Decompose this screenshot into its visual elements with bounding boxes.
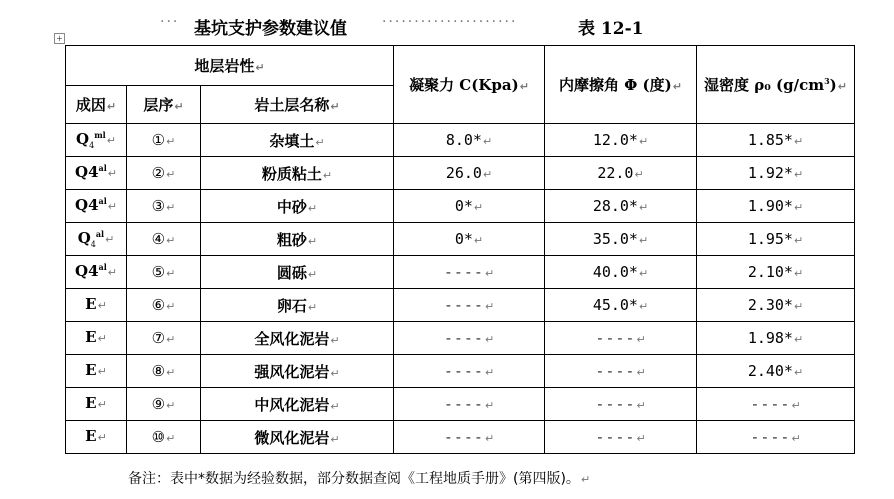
paragraph-mark-icon: ↵ xyxy=(793,267,804,280)
paragraph-mark-icon: ↵ xyxy=(638,201,649,214)
cell-layer-order: ⑤↵ xyxy=(127,256,201,289)
cell-cohesion: ----↵ xyxy=(394,322,545,355)
cell-layer-order: ⑨↵ xyxy=(127,388,201,421)
paragraph-mark-icon: ↵ xyxy=(636,432,646,445)
paragraph-mark-icon: ↵ xyxy=(106,134,116,147)
paragraph-mark-icon: ↵ xyxy=(484,366,495,379)
cell-genesis: E↵ xyxy=(66,355,127,388)
paragraph-mark-icon: ↵ xyxy=(793,201,804,214)
table-note: 备注：表中*数据为经验数据，部分数据查阅《工程地质手册》(第四版)。↵ xyxy=(128,471,591,487)
cell-layer-name: 中砂↵ xyxy=(201,190,394,223)
paragraph-mark-icon: ↵ xyxy=(634,168,644,181)
cell-layer-order: ①↵ xyxy=(127,124,201,157)
cell-layer-order: ⑥↵ xyxy=(127,289,201,322)
paragraph-mark-icon: ↵ xyxy=(97,299,107,312)
paragraph-mark-icon: ↵ xyxy=(307,300,318,314)
cell-wet-density: 1.95*↵ xyxy=(697,223,855,256)
paragraph-mark-icon: ↵ xyxy=(638,135,649,148)
paragraph-mark-icon: ↵ xyxy=(97,431,107,444)
cell-friction-angle: 40.0*↵ xyxy=(545,256,697,289)
paragraph-mark-icon: ↵ xyxy=(166,234,176,247)
paragraph-mark-icon: ↵ xyxy=(166,432,176,445)
cell-genesis: E↵ xyxy=(66,421,127,454)
paragraph-mark-icon: ↵ xyxy=(166,333,176,346)
cell-cohesion: 8.0*↵ xyxy=(394,124,545,157)
leader-dots-right: ····················· xyxy=(382,14,518,30)
cell-genesis: E↵ xyxy=(66,322,127,355)
cell-genesis: $Q_4^{al}↵$ xyxy=(66,223,127,256)
paragraph-mark-icon: ↵ xyxy=(791,399,801,412)
paragraph-mark-icon: ↵ xyxy=(105,233,115,246)
table-title: 基坑支护参数建议值 xyxy=(194,19,347,39)
paragraph-mark-icon: ↵ xyxy=(484,399,495,412)
cell-layer-name: 微风化泥岩↵ xyxy=(201,421,394,454)
cell-layer-name: 中风化泥岩↵ xyxy=(201,388,394,421)
paragraph-mark-icon: ↵ xyxy=(107,200,117,213)
paragraph-mark-icon: ↵ xyxy=(638,234,649,247)
cell-friction-angle: 22.0↵ xyxy=(545,157,697,190)
cell-layer-name: 杂填土↵ xyxy=(201,124,394,157)
paragraph-mark-icon: ↵ xyxy=(166,300,176,313)
paragraph-mark-icon: ↵ xyxy=(638,267,649,280)
table-row xyxy=(66,124,855,157)
header-stratum-lithology: 地层岩性↵ xyxy=(66,46,394,86)
table-number: 表 12-1 xyxy=(578,19,644,39)
paragraph-mark-icon: ↵ xyxy=(793,234,804,247)
cell-cohesion: ----↵ xyxy=(394,256,545,289)
paragraph-mark-icon: ↵ xyxy=(97,398,107,411)
cell-layer-name: 圆砾↵ xyxy=(201,256,394,289)
paragraph-mark-icon: ↵ xyxy=(791,432,801,445)
paragraph-mark-icon: ↵ xyxy=(473,234,484,247)
cell-cohesion: ----↵ xyxy=(394,355,545,388)
cell-cohesion: ----↵ xyxy=(394,421,545,454)
cell-cohesion: 0*↵ xyxy=(394,190,545,223)
paragraph-mark-icon: ↵ xyxy=(793,300,804,313)
cell-friction-angle: ----↵ xyxy=(545,355,697,388)
table-move-handle-icon[interactable]: + xyxy=(54,33,65,44)
cell-genesis: $Q4^{al}↵$ xyxy=(66,190,127,223)
cell-friction-angle: ----↵ xyxy=(545,322,697,355)
paragraph-mark-icon: ↵ xyxy=(793,168,804,181)
cell-friction-angle: 35.0*↵ xyxy=(545,223,697,256)
cell-layer-name: 全风化泥岩↵ xyxy=(201,322,394,355)
cell-layer-name: 强风化泥岩↵ xyxy=(201,355,394,388)
paragraph-mark-icon: ↵ xyxy=(166,168,176,181)
paragraph-mark-icon: ↵ xyxy=(166,366,176,379)
cell-layer-name: 卵石↵ xyxy=(201,289,394,322)
cell-wet-density: ----↵ xyxy=(697,388,855,421)
cell-layer-order: ②↵ xyxy=(127,157,201,190)
cell-wet-density: 2.40*↵ xyxy=(697,355,855,388)
cell-cohesion: ----↵ xyxy=(394,289,545,322)
paragraph-mark-icon: ↵ xyxy=(315,135,325,149)
cell-friction-angle: 12.0*↵ xyxy=(545,124,697,157)
paragraph-mark-icon: ↵ xyxy=(307,201,318,215)
paragraph-mark-icon: ↵ xyxy=(166,201,176,214)
cell-friction-angle: 28.0*↵ xyxy=(545,190,697,223)
cell-layer-order: ⑩↵ xyxy=(127,421,201,454)
paragraph-mark-icon: ↵ xyxy=(793,135,804,148)
parameter-table xyxy=(65,45,855,454)
paragraph-mark-icon: ↵ xyxy=(166,399,176,412)
paragraph-mark-icon: ↵ xyxy=(166,267,176,280)
cell-cohesion: 26.0↵ xyxy=(394,157,545,190)
cell-layer-order: ③↵ xyxy=(127,190,201,223)
paragraph-mark-icon: ↵ xyxy=(97,332,107,345)
table-row xyxy=(66,157,855,190)
leader-dots-left: ··· xyxy=(160,14,180,30)
paragraph-mark-icon: ↵ xyxy=(636,366,646,379)
title-row xyxy=(160,14,700,40)
cell-layer-name: 粗砂↵ xyxy=(201,223,394,256)
paragraph-mark-icon: ↵ xyxy=(484,300,495,313)
header-wet-density: 湿密度 ρ₀ $(g/cm^3)↵$ xyxy=(697,46,855,124)
cell-genesis: E↵ xyxy=(66,289,127,322)
paragraph-mark-icon: ↵ xyxy=(636,399,646,412)
table-row xyxy=(66,289,855,322)
table-row xyxy=(66,421,855,454)
paragraph-mark-icon: ↵ xyxy=(307,267,318,281)
paragraph-mark-icon: ↵ xyxy=(484,267,495,280)
cell-wet-density: 2.30*↵ xyxy=(697,289,855,322)
paragraph-mark-icon: ↵ xyxy=(793,366,804,379)
cell-wet-density: 1.98*↵ xyxy=(697,322,855,355)
header-friction-angle: 内摩擦角 Φ (度)↵ xyxy=(545,46,697,124)
paragraph-mark-icon: ↵ xyxy=(330,399,340,413)
cell-genesis: $Q4^{al}↵$ xyxy=(66,157,127,190)
cell-genesis: $Q4^{al}↵$ xyxy=(66,256,127,289)
paragraph-mark-icon: ↵ xyxy=(484,333,495,346)
cell-wet-density: 1.85*↵ xyxy=(697,124,855,157)
paragraph-mark-icon: ↵ xyxy=(793,333,804,346)
paragraph-mark-icon: ↵ xyxy=(107,167,117,180)
paragraph-mark-icon: ↵ xyxy=(307,234,318,248)
paragraph-mark-icon: ↵ xyxy=(330,366,340,380)
paragraph-mark-icon: ↵ xyxy=(322,168,333,182)
cell-wet-density: 1.90*↵ xyxy=(697,190,855,223)
cell-genesis: E↵ xyxy=(66,388,127,421)
paragraph-mark-icon: ↵ xyxy=(482,168,493,181)
cell-layer-name: 粉质粘土↵ xyxy=(201,157,394,190)
paragraph-mark-icon: ↵ xyxy=(636,333,646,346)
header-cohesion: 凝聚力 C(Kpa)↵ xyxy=(394,46,545,124)
cell-cohesion: 0*↵ xyxy=(394,223,545,256)
cell-friction-angle: ----↵ xyxy=(545,388,697,421)
cell-wet-density: ----↵ xyxy=(697,421,855,454)
paragraph-mark-icon: ↵ xyxy=(97,365,107,378)
paragraph-mark-icon: ↵ xyxy=(166,135,176,148)
cell-layer-order: ⑧↵ xyxy=(127,355,201,388)
paragraph-mark-icon: ↵ xyxy=(473,201,484,214)
cell-friction-angle: 45.0*↵ xyxy=(545,289,697,322)
cell-layer-order: ⑦↵ xyxy=(127,322,201,355)
paragraph-mark-icon: ↵ xyxy=(330,432,340,446)
header-layer-order: 层序↵ xyxy=(127,86,201,124)
cell-cohesion: ----↵ xyxy=(394,388,545,421)
cell-friction-angle: ----↵ xyxy=(545,421,697,454)
paragraph-mark-icon: ↵ xyxy=(638,300,649,313)
header-genesis: 成因↵ xyxy=(66,86,127,124)
paragraph-mark-icon: ↵ xyxy=(107,266,117,279)
table-row xyxy=(66,190,855,223)
cell-wet-density: 1.92*↵ xyxy=(697,157,855,190)
cell-genesis: $Q_4^{ml}↵$ xyxy=(66,124,127,157)
paragraph-mark-icon: ↵ xyxy=(482,135,493,148)
table-row xyxy=(66,223,855,256)
table-row xyxy=(66,256,855,289)
paragraph-mark-icon: ↵ xyxy=(484,432,495,445)
table-row xyxy=(66,355,855,388)
cell-wet-density: 2.10*↵ xyxy=(697,256,855,289)
table-row xyxy=(66,322,855,355)
header-layer-name: 岩土层名称↵ xyxy=(201,86,394,124)
cell-layer-order: ④↵ xyxy=(127,223,201,256)
paragraph-mark-icon: ↵ xyxy=(330,333,340,347)
table-row xyxy=(66,388,855,421)
